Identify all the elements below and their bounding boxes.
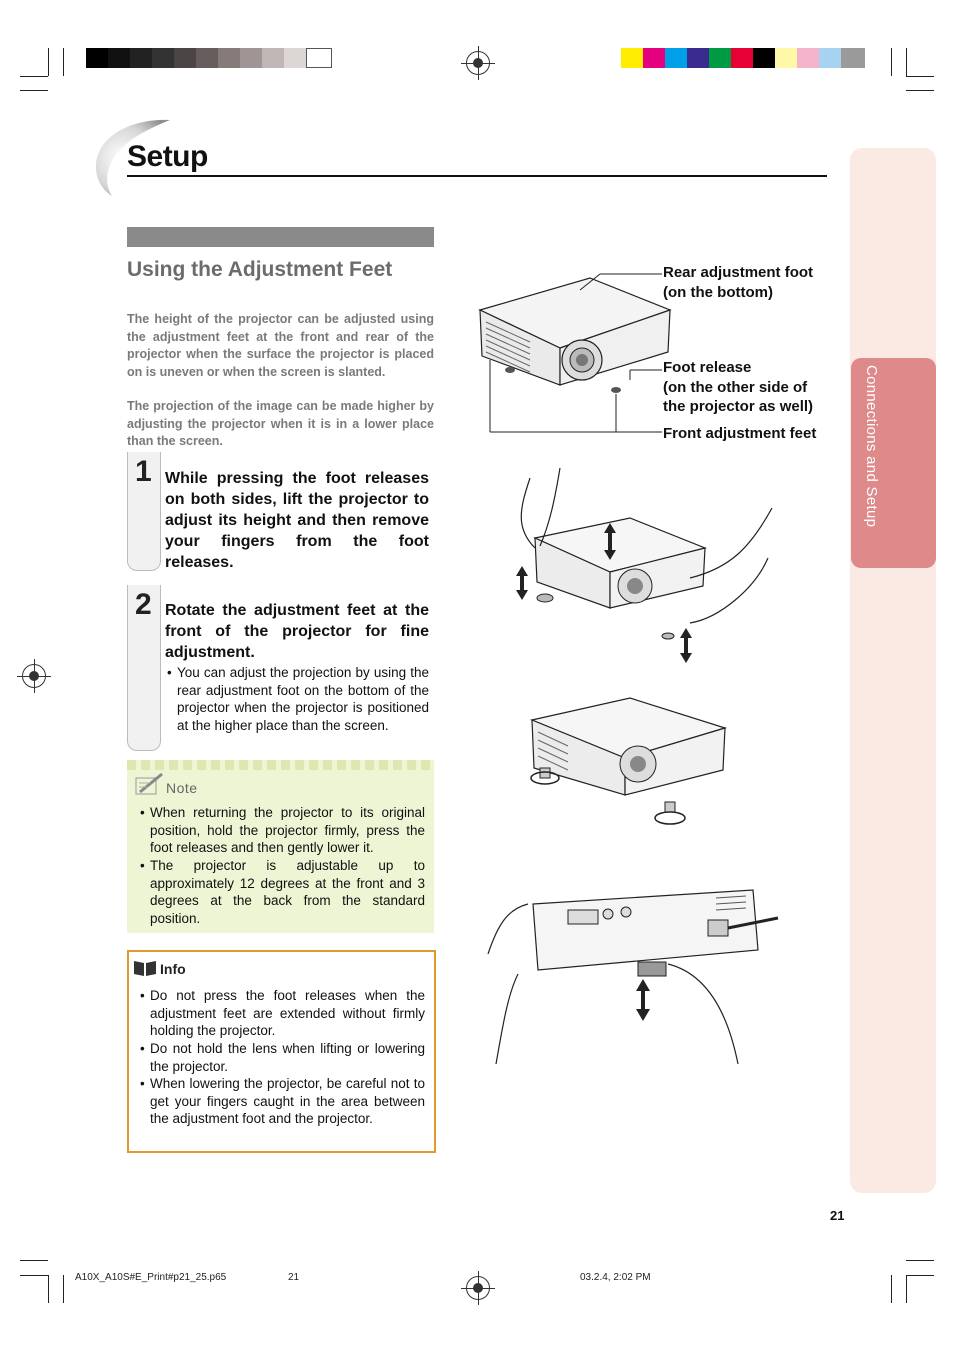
note-item: • The projector is adjustable up to approximately 12 degrees at the front and 3 degrees at the back from the standard position. xyxy=(140,858,425,926)
crop-mark xyxy=(20,90,48,91)
callout-foot-release: Foot release (on the other side of the projector as well) xyxy=(663,359,814,415)
info-item: • When lowering the projector, be careful not to get your fingers caught in the area between the adjustment foot and the projector. xyxy=(140,1076,425,1126)
crop-mark xyxy=(906,1275,907,1303)
crop-mark xyxy=(891,1275,892,1303)
footer-timestamp: 03.2.4, 2:02 PM xyxy=(580,1272,651,1283)
crop-mark xyxy=(48,48,49,76)
pencil-note-icon xyxy=(134,772,166,798)
side-tab-label[interactable]: Connections and Setup xyxy=(863,365,880,528)
crop-mark xyxy=(20,1275,48,1276)
callout-front-feet: Front adjustment feet xyxy=(663,425,817,442)
registration-mark xyxy=(466,51,490,75)
info-item: • Do not press the foot releases when the adjustment feet are extended without firmly holding the projector. xyxy=(140,988,425,1038)
note-border xyxy=(127,760,434,770)
crop-mark xyxy=(906,1260,934,1261)
page-title: Setup xyxy=(127,140,208,173)
registration-mark xyxy=(22,664,46,688)
step-text: Rotate the adjustment feet at the front of the projector for fine adjustment. xyxy=(165,602,429,661)
foot-release-illustration xyxy=(478,884,788,1069)
crop-mark xyxy=(906,48,907,76)
footer-file: A10X_A10S#E_Print#p21_25.p65 xyxy=(75,1272,227,1283)
step-number: 2 xyxy=(135,588,152,621)
step-text: While pressing the foot releases on both sides, lift the projector to adjust its height and then remove your fingers from the foot releases. xyxy=(165,470,429,571)
page-number: 21 xyxy=(830,1208,845,1223)
crop-mark xyxy=(20,1260,48,1261)
crop-mark xyxy=(48,1275,49,1303)
note-title: Note xyxy=(166,780,198,796)
section-bar xyxy=(127,227,434,247)
note-item: • When returning the projector to its original position, hold the projector firmly, press the foot releases and then gently lower it. xyxy=(140,805,425,855)
info-item: • Do not hold the lens when lifting or lowering the projector. xyxy=(140,1041,425,1074)
side-tab xyxy=(850,148,936,1193)
crop-mark xyxy=(906,1275,934,1276)
book-info-icon xyxy=(133,959,157,977)
info-title: Info xyxy=(160,961,186,977)
registration-mark xyxy=(466,1276,490,1300)
crop-mark xyxy=(891,48,892,76)
callout-rear-foot: Rear adjustment foot (on the bottom) xyxy=(663,264,814,301)
crop-mark xyxy=(63,1275,64,1303)
step-bullet: • You can adjust the projection by using the rear adjustment foot on the bottom of the projector when the projector is positioned at the higher place than the screen. xyxy=(167,665,429,733)
step-number: 1 xyxy=(135,455,152,488)
lift-projector-illustration xyxy=(500,468,790,668)
title-rule xyxy=(127,175,827,177)
section-heading: Using the Adjustment Feet xyxy=(127,258,393,281)
crop-mark xyxy=(63,48,64,76)
crop-mark xyxy=(906,76,934,77)
crop-mark xyxy=(906,90,934,91)
intro-paragraph: The projection of the image can be made higher by adjusting the projector when it is in a lower place than the screen. xyxy=(127,399,434,448)
crop-mark xyxy=(20,76,48,77)
intro-paragraph: The height of the projector can be adjusted using the adjustment feet at the front and rear of the projector when the surface the projector is placed on is uneven or when the screen is slanted. xyxy=(127,312,434,379)
rotate-feet-illustration xyxy=(520,690,730,840)
footer-file-page: 21 xyxy=(288,1272,300,1283)
